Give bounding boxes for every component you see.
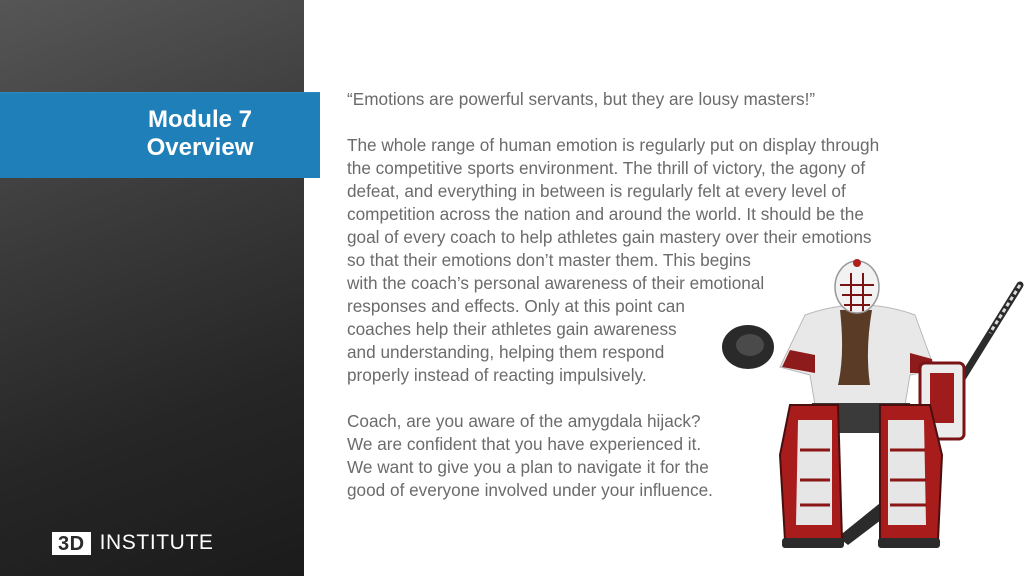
paragraph1-line: with the coach’s personal awareness of their emotional xyxy=(347,273,765,293)
paragraph2-line: We want to give you a plan to navigate it for the xyxy=(347,457,709,477)
paragraph1-line: properly instead of reacting impulsively. xyxy=(347,365,647,385)
logo-mark: 3D xyxy=(52,532,91,555)
title-banner xyxy=(0,92,320,178)
paragraph1-line: responses and effects. Only at this point can xyxy=(347,296,685,316)
logo-word: INSTITUTE xyxy=(99,531,214,554)
paragraph1-line: coaches help their athletes gain awareness xyxy=(347,319,677,339)
logo-3d-institute xyxy=(52,530,213,556)
paragraph1-line: and understanding, helping them respond xyxy=(347,342,665,362)
paragraph1-line: defeat, and everything in between is regularly felt at every level of xyxy=(347,181,846,201)
paragraph2-line: We are confident that you have experienced it. xyxy=(347,434,702,454)
hockey-goalie-icon xyxy=(720,255,1024,555)
paragraph2-line: good of everyone involved under your influence. xyxy=(347,480,713,500)
slide-title xyxy=(128,106,272,162)
sidebar-panel xyxy=(0,0,304,576)
paragraph1-line: goal of every coach to help athletes gain mastery over their emotions xyxy=(347,227,872,247)
paragraph1-line: competition across the nation and around the world. It should be the xyxy=(347,204,864,224)
slide-title-line1: Module 7 xyxy=(147,106,252,133)
paragraph2-line: Coach, are you aware of the amygdala hijack? xyxy=(347,411,701,431)
slide-title-line2: Overview xyxy=(146,134,254,161)
paragraph1-line: the competitive sports environment. The thrill of victory, the agony of xyxy=(347,158,866,178)
paragraph1-line: The whole range of human emotion is regularly put on display through xyxy=(347,135,880,155)
paragraph1-line: so that their emotions don’t master them. This begins xyxy=(347,250,751,270)
quote-text: “Emotions are powerful servants, but they are lousy masters!” xyxy=(347,89,816,109)
